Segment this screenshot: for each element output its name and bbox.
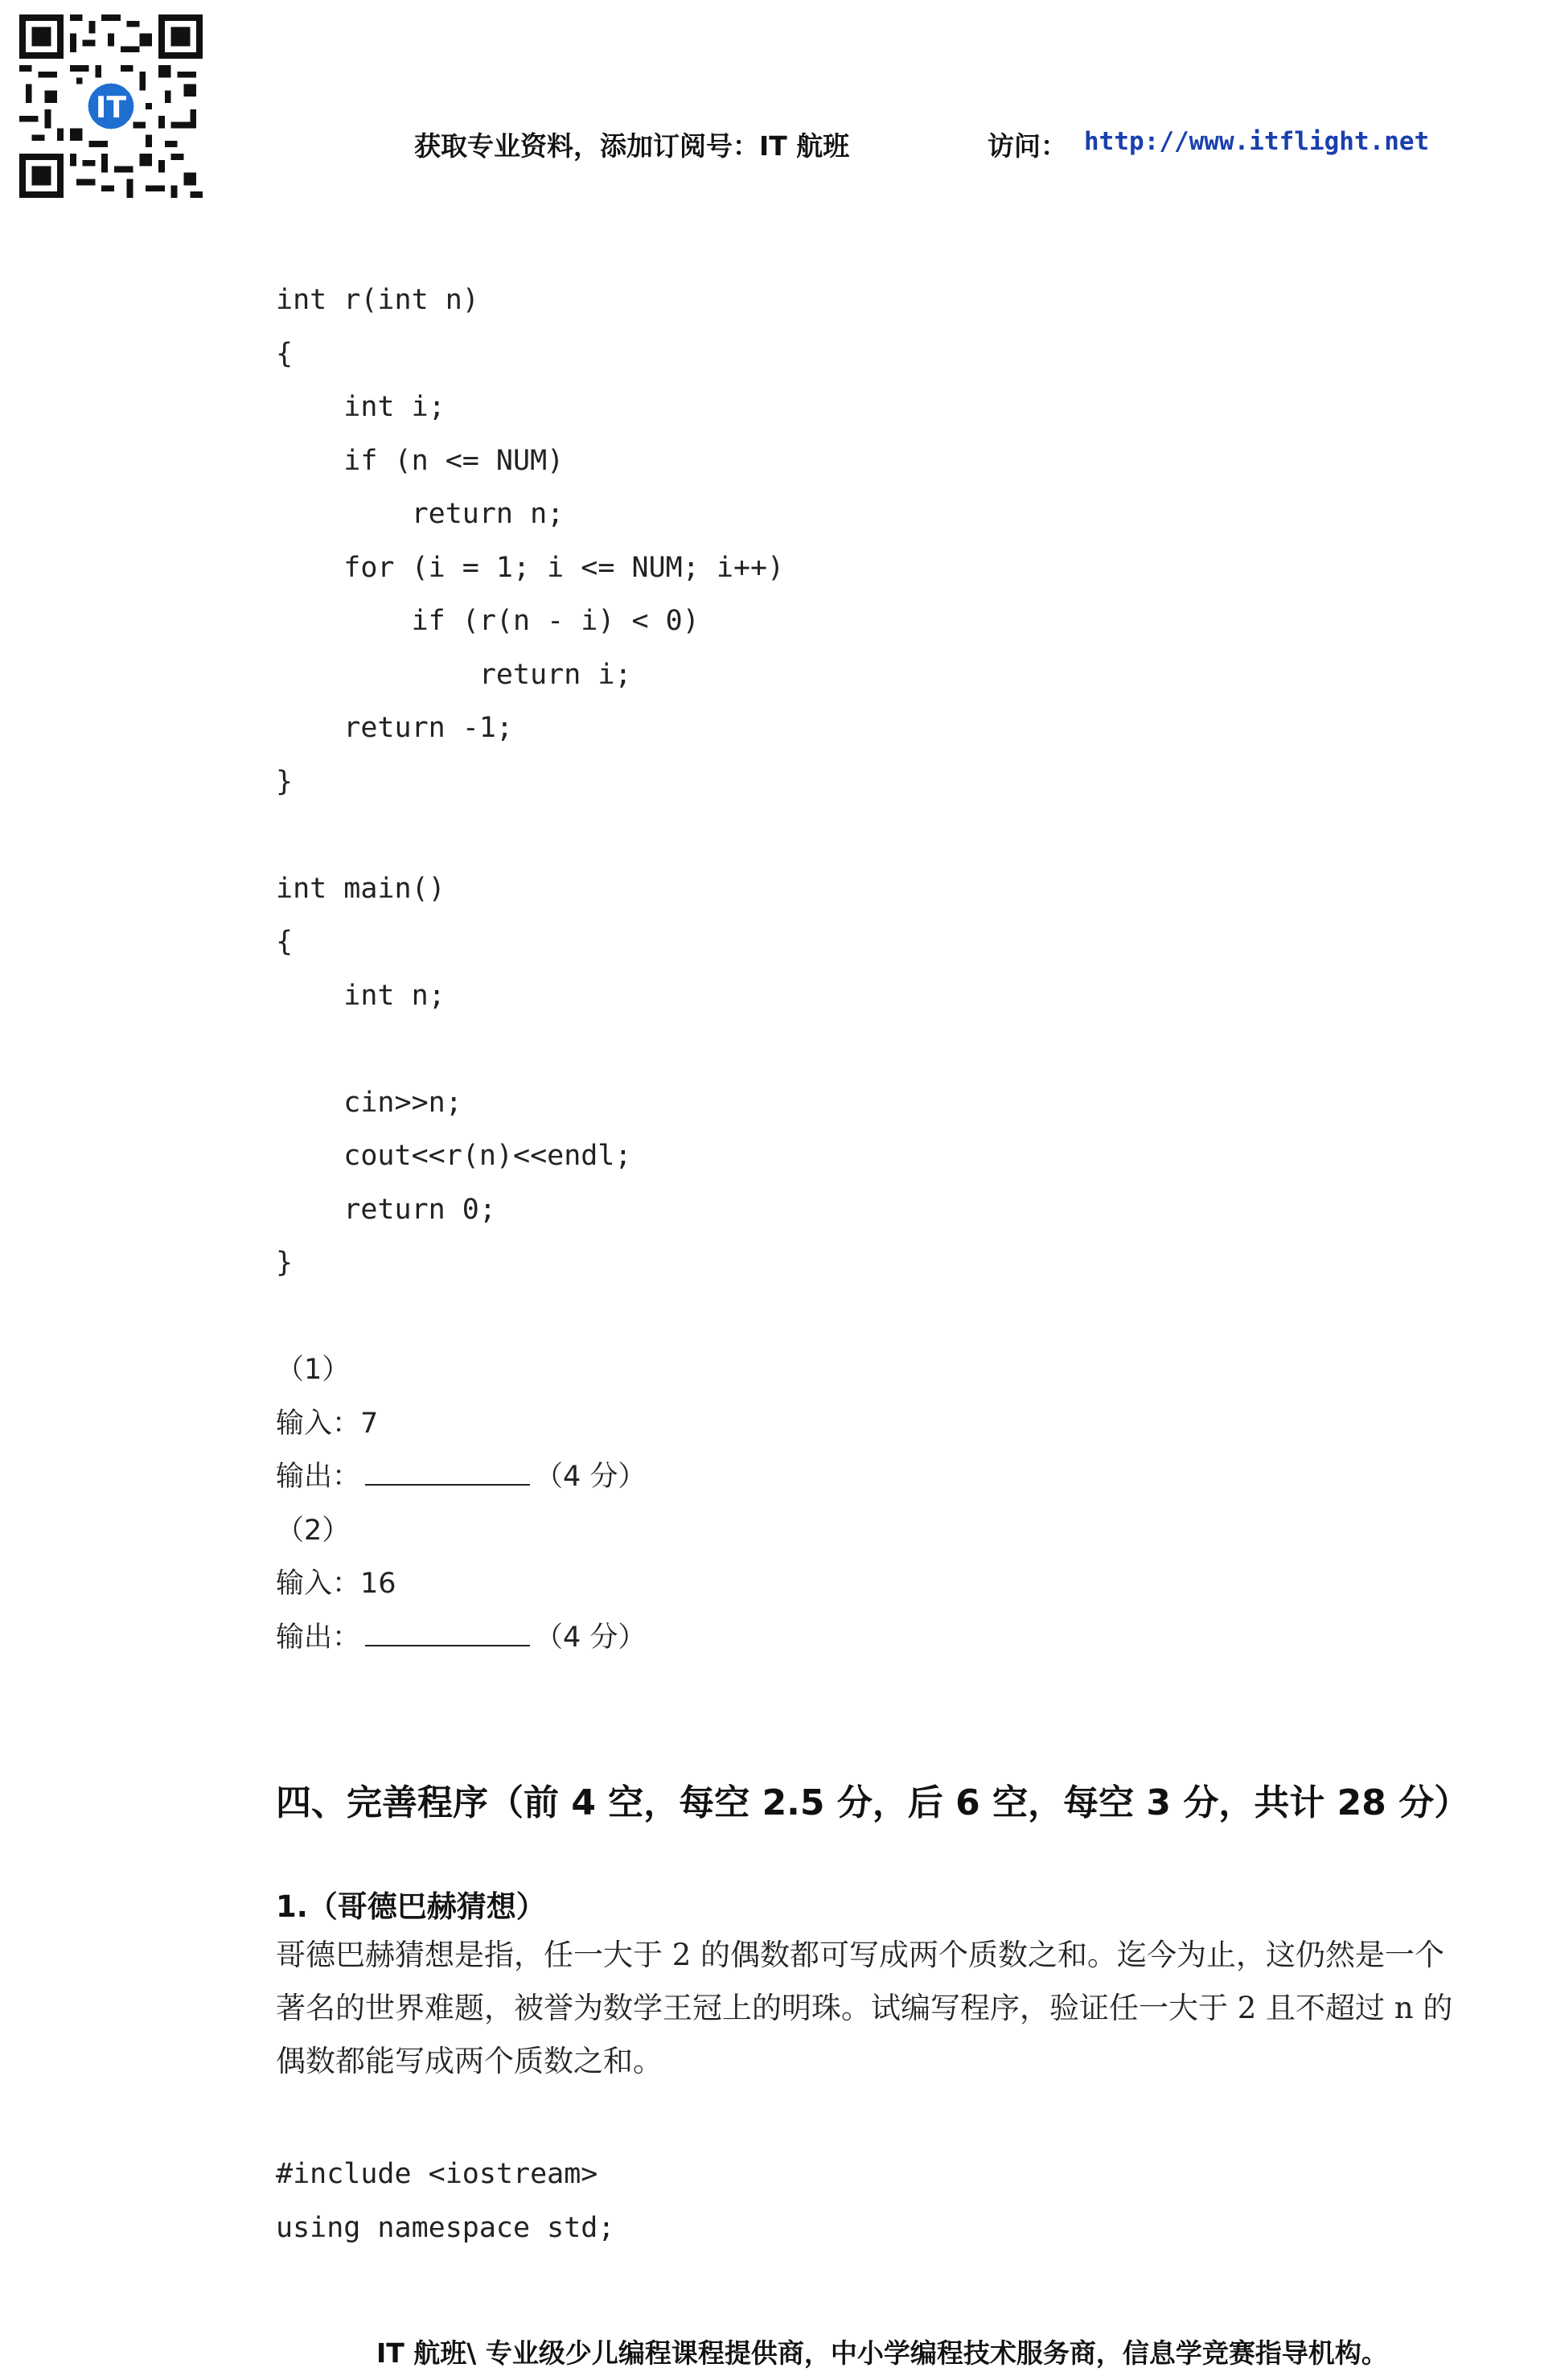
code-line: #include <iostream> — [276, 2158, 598, 2190]
answer-blank[interactable] — [365, 1621, 530, 1646]
header-subscribe-text: 获取专业资料，添加订阅号：IT 航班 — [414, 130, 850, 162]
problem-title: 1.（哥德巴赫猜想） — [276, 1889, 546, 1924]
code-line: for (i = 1; i <= NUM; i++) — [276, 551, 785, 584]
input-line — [276, 1557, 646, 1611]
code-line: int n; — [276, 979, 446, 1012]
code-line: using namespace std; — [276, 2211, 615, 2244]
question-number: （2） — [276, 1514, 351, 1547]
input-label: 输入： — [276, 1407, 361, 1440]
code-line: return i; — [276, 658, 632, 691]
qr-logo-text: IT — [95, 90, 127, 125]
qr-code-icon — [16, 14, 206, 198]
code-line — [276, 1022, 784, 1076]
code-line: int i; — [276, 391, 446, 423]
input-label: 输入： — [276, 1568, 361, 1600]
paragraph-line: 著名的世界难题，被誉为数学王冠上的明珠。试编写程序，验证任一大于 2 且不超过 n 的 — [276, 1991, 1453, 2025]
answer-blank[interactable] — [365, 1460, 530, 1486]
code-line: int r(int n) — [276, 284, 479, 316]
input-line — [276, 1397, 646, 1451]
code-line: cin>>n; — [276, 1086, 462, 1119]
code-line: return n; — [276, 498, 565, 530]
code-line: if (r(n - i) < 0) — [276, 605, 700, 637]
code-line: return 0; — [276, 1193, 496, 1226]
output-label: 输出： — [276, 1461, 361, 1493]
section-title: 四、完善程序（前 4 空，每空 2.5 分，后 6 空，每空 3 分，共计 28 分） — [276, 1782, 1470, 1823]
code-line: { — [276, 926, 294, 958]
header-url-link[interactable]: http://www.itflight.net — [1084, 127, 1430, 156]
qr-code-image — [16, 14, 206, 198]
code-line: } — [276, 765, 294, 798]
code-line: int main() — [276, 872, 446, 905]
header-visit-label: 访问： — [988, 130, 1067, 162]
code-line: return -1; — [276, 712, 514, 744]
output-line — [276, 1450, 646, 1504]
paragraph-line: 哥德巴赫猜想是指，任一大于 2 的偶数都可写成两个质数之和。迄今为止，这仍然是一个 — [276, 1938, 1445, 1972]
code-line: cout<<r(n)<<endl; — [276, 1140, 632, 1172]
score-label: （4 分） — [535, 1621, 647, 1654]
code-line: { — [276, 337, 294, 370]
code-line — [276, 808, 784, 862]
question-number: （1） — [276, 1354, 351, 1386]
code-block-recursive — [276, 273, 784, 1290]
output-line — [276, 1611, 646, 1665]
output-label: 输出： — [276, 1621, 361, 1654]
problem-description — [276, 1929, 1530, 2088]
code-line: } — [276, 1247, 294, 1279]
page-footer: IT 航班\ 专业级少儿编程课程提供商，中小学编程技术服务商，信息学竞赛指导机构。 — [376, 2337, 1388, 2369]
input-value: 7 — [360, 1407, 379, 1440]
paragraph-line: 偶数都能写成两个质数之和。 — [276, 2044, 663, 2078]
code-line: if (n <= NUM) — [276, 444, 565, 477]
score-label: （4 分） — [535, 1461, 647, 1493]
input-value: 16 — [360, 1568, 396, 1600]
code-block-goldbach — [276, 2148, 614, 2255]
question-answers — [276, 1343, 646, 1664]
